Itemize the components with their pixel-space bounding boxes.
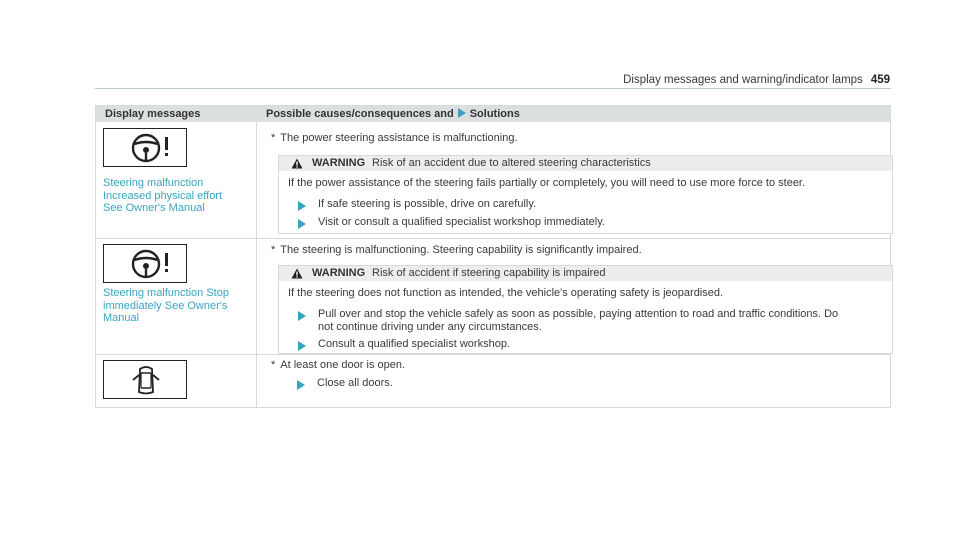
- step-arrow-icon: [298, 201, 306, 211]
- row2-warning-body: If the steering does not function as intended, the vehicle's operating safety is jeopardised.: [288, 287, 724, 299]
- row2-warning-box: WARNING Risk of accident if steering capability is impaired If the steering does not function as intended, the vehicle's operating safety is jeopardised. Pull over and stop the vehicle safely as soon as possible, paying attention to road and traffic conditions. Do not continue driving under any circumstances. Consult a qualified specialist workshop.: [278, 265, 893, 354]
- row3-cause: * At least one door is open.: [271, 359, 406, 371]
- row1-cause: * The power steering assistance is malfunctioning.: [271, 132, 518, 144]
- step-arrow-icon: [298, 341, 306, 351]
- column-divider: [256, 122, 257, 408]
- row1-warning-box: WARNING Risk of an accident due to altered steering characteristics If the power assistance of the steering fails partially or completely, you will need to use more force to steer. If safe steering is possible, drive on carefully. Visit or consult a qualified specialist workshop immediately.: [278, 155, 893, 234]
- warning-title: Risk of accident if steering capability is impaired: [372, 267, 606, 279]
- steering-wheel-warning-icon: [103, 128, 187, 167]
- row1-display-message: Steering malfunction Increased physical effort See Owner's Manual: [103, 177, 223, 214]
- display-messages-table: Display messages Possible causes/consequences and Solutions Steering malfunction Increased physical effort See Owner's Manual * The power steering assistance is malfunctioning. WARNING Risk of an accident due to altered steering characteristics If the power assistance of the steering fails partially or completely, you will need to use more force to steer. If safe steering is possible, drive on carefully. Visit or consult a qualified specialist workshop immediately. Steering malfunction Stop immediately See Owner's Manual * The steering is malfunctioning. Steering capability is significantly impaired. WARNING Risk of accident if steering capability is impaired If the steering does not function as intended, the vehicle's operating safety is jeopardised. Pull over and stop the vehicle safely as soon as possible, paying attention to road and traffic conditions. Do not continue driving under any circumstances. Consult a qualified specialist workshop. * At least one door is open. Close all doors.: [95, 105, 891, 408]
- step-arrow-icon: [297, 380, 305, 390]
- step-arrow-icon: [298, 219, 306, 229]
- warning-label: WARNING: [312, 267, 366, 279]
- row1-warning-body: If the power assistance of the steering fails partially or completely, you will need to use more force to steer.: [288, 177, 806, 189]
- table-header: [96, 106, 890, 122]
- col-header-display-messages: Display messages: [105, 108, 201, 120]
- row2-cause: * The steering is malfunctioning. Steering capability is significantly impaired.: [271, 244, 642, 256]
- row-divider: [96, 354, 890, 355]
- page-number: 459: [870, 74, 890, 86]
- warning-title: Risk of an accident due to altered steering characteristics: [372, 157, 651, 169]
- solution-arrow-icon: [458, 108, 466, 118]
- row2-warning-header: [279, 266, 892, 281]
- step-arrow-icon: [298, 311, 306, 321]
- page-header: [623, 74, 890, 86]
- warning-triangle-icon: [291, 268, 303, 279]
- row2-display-message: Steering malfunction Stop immediately See Owner's Manual: [103, 287, 229, 324]
- warning-triangle-icon: [291, 158, 303, 169]
- steering-wheel-warning-icon: [103, 244, 187, 283]
- car-door-open-icon: [103, 360, 187, 399]
- row1-warning-header: [279, 156, 892, 171]
- header-title: Display messages and warning/indicator lamps: [623, 74, 863, 86]
- row-divider: [96, 238, 890, 239]
- col-header-causes-solutions: Possible causes/consequences and Solutions: [266, 108, 520, 120]
- header-rule: [95, 88, 891, 89]
- warning-label: WARNING: [312, 157, 366, 169]
